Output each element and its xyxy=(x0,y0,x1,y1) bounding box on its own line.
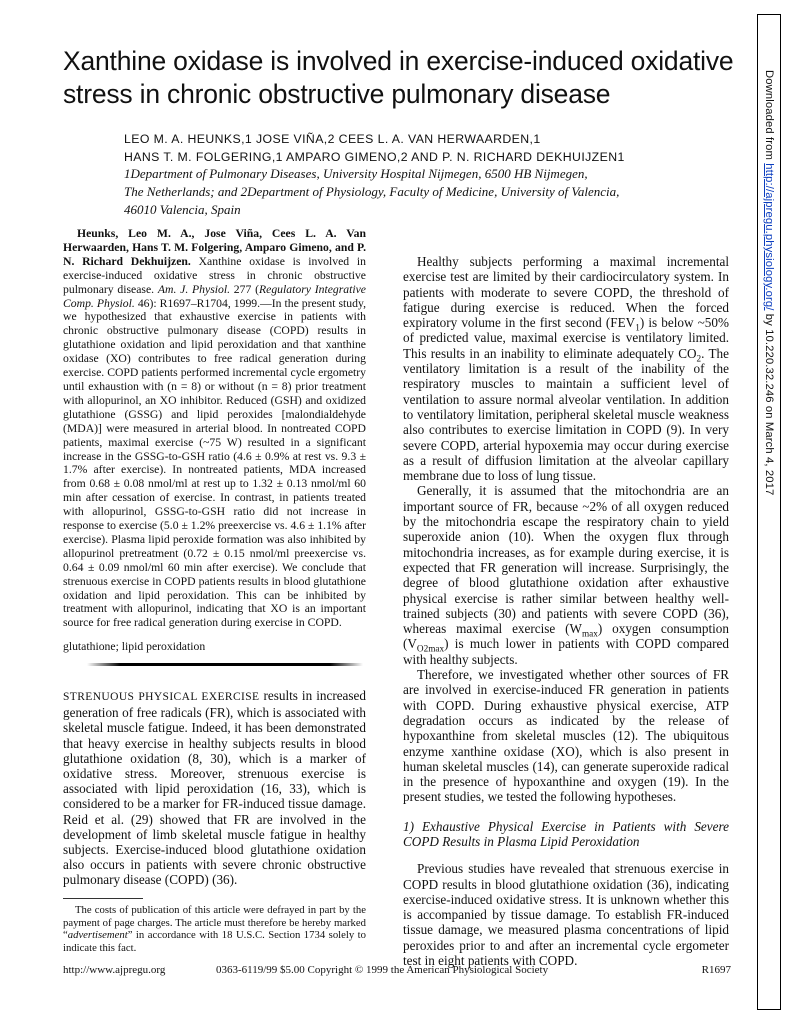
footnote-divider xyxy=(63,898,143,899)
p2-text-b: ) oxygen consumption (V xyxy=(403,621,729,652)
abstract-volume: 277 ( xyxy=(230,282,260,296)
right-paragraph-4: Previous studies have revealed that strenuous exercise in COPD results in blood glutathione oxidation (36), indicating exercise-induced oxidative stress. It is unknown whether this is accompanied by tissue damage. To establish FR-induced tissue damage, we measured plasma concentrations of lipid peroxides prior to and after an incremental cycle ergometer test in eight patients with COPD. xyxy=(403,861,729,969)
p1-text-c: . The ventilatory limitation is a result of the inability of the respiratory muscles to maintain a sufficient level of ventilation to assure normal alveolar ventilation. In addition to ventilatory limitation, peripheral skeletal muscle weakness also contributes to exercise limitation in COPD (9). In very severe COPD, arterial hypoxemia may occur during exercise as a result of diffusion limitation at the alveolar capillary membrane due to loss of lung tissue. xyxy=(403,345,729,484)
affiliation-line-1: 1Department of Pulmonary Diseases, University Hospital Nijmegen, 6500 HB Nijmegen, xyxy=(124,166,588,181)
footnote-emphasis: advertisement xyxy=(67,929,128,942)
footnote-text-a: The costs of publication of this article were defrayed in part by the payment of page charges. The article must therefore be hereby marked “ xyxy=(63,904,366,942)
abstract-body: In the present study, we hypothesized that exhaustive exercise in patients with chronic obstructive pulmonary disease (COPD) results in glutathione oxidation and lipid peroxidation and that xanthine oxidase (XO) contributes to free radical generation during exercise. COPD patients performed incremental cycle ergometry until exhaustion with (n = 8) or without (n = 8) prior treatment with allopurinol, an XO inhibitor. Reduced (GSH) and oxidized glutathione (GSSG) and lipid peroxides [malondialdehyde (MDA)] were measured in arterial blood. In nontreated COPD patients, maximal exercise (~75 W) resulted in a significant increase in the GSSG-to-GSH ratio (4.6 ± 0.9% at rest vs. 9.3 ± 1.7% after exercise). In nontreated patients, MDA increased from 0.68 ± 0.08 nmol/ml at rest up to 1.32 ± 0.13 nmol/ml 60 min after cessation of exercise. In contrast, in patients treated with allopurinol, GSSG-to-GSH ratio did not increase in response to exercise (5.0 ± 1.2% preexercise vs. 4.6 ± 1.1% after exercise). Plasma lipid peroxide formation was also inhibited by allopurinol pretreatment (0.72 ± 0.15 nmol/ml preexercise vs. 0.64 ± 0.09 nmol/ml 60 min after exercise). We conclude that strenuous exercise in COPD patients results in blood glutathione oxidation and lipid peroxidation. This can be inhibited by treatment with allopurinol, indicating that XO is an important source for free radical generation during exercise in COPD. xyxy=(63,296,366,630)
author-list xyxy=(124,130,744,166)
intro-lead: STRENUOUS PHYSICAL EXERCISE xyxy=(63,691,260,703)
introduction xyxy=(63,688,366,888)
right-paragraph-3: Therefore, we investigated whether other sources of FR are involved in exercise-induced FR generation in patients with COPD. During exhaustive physical exercise, ATP degradation occurs as indicated by the release of hypoxanthine from skeletal muscles (12). The ubiquitous enzyme xanthine oxidase (XO), which is also present in human skeletal muscles (14), can generate superoxide radical in the presence of hypoxanthine and oxygen (19). In the present studies, we tested the following hypotheses. xyxy=(403,667,729,805)
p2-text-a: Generally, it is assumed that the mitochondria are an important source of FR, because ~2% of all oxygen reduced by the mitochondria escape the respiratory chain to yield superoxide anion (10). When the oxygen flux through mitochondria increases, as for example during exercise, it is expected that FR generation will increase. Surprisingly, the degree of blood glutathione oxidation after exhaustive physical exercise is rather similar between healthy well-trained subjects (30) and patients with severe COPD (36), whereas maximal exercise (W xyxy=(403,483,729,637)
footnote xyxy=(63,904,366,954)
intro-paragraph xyxy=(63,688,366,888)
right-paragraph-2 xyxy=(403,483,729,667)
right-column xyxy=(403,254,729,968)
affiliation-line-3: 46010 Valencia, Spain xyxy=(124,202,241,217)
abstract-journal: Am. J. Physiol. xyxy=(157,282,231,296)
affiliation-line-2: The Netherlands; and 2Department of Physiology, Faculty of Medicine, University of Valencia, xyxy=(124,184,620,199)
right-paragraph-1 xyxy=(403,254,729,483)
abstract xyxy=(63,227,366,630)
p1-text-b: ) is below ~50% of predicted value, maximal exercise is ventilatory limited. This results in an inability to eliminate adequately CO xyxy=(403,315,729,361)
section-divider xyxy=(87,663,363,666)
author-line-1: LEO M. A. HEUNKS,1 JOSE VIÑA,2 CEES L. A. VAN HERWAARDEN,1 xyxy=(124,132,541,146)
abstract-pages: 46): R1697–R1704, 1999.— xyxy=(134,296,272,310)
affiliations xyxy=(124,165,744,219)
p1-subscript-1: 1 xyxy=(635,322,640,333)
subsection-heading: 1) Exhaustive Physical Exercise in Patients with Severe COPD Results in Plasma Lipid Peroxidation xyxy=(403,818,729,849)
intro-text: results in increased generation of free radicals (FR), which is associated with skeletal muscle fatigue. Indeed, it has been demonstrated that heavy exercise in healthy subjects results in blood glutathione oxidation (8, 30), which is a marker of oxidative stress. Moreover, strenuous exercise is associated with lipid peroxidation (16, 33), which is considered to be a marker for FR-induced tissue damage. Reid et al. (29) showed that FR are involved in the development of limb skeletal muscle fatigue in healthy subjects. Exercise-induced blood glutathione oxidation also occurs in patients with severe chronic obstructive pulmonary disease (COPD) (36). xyxy=(63,688,366,888)
p1-subscript-2: 2 xyxy=(696,353,702,364)
p2-subscript-2: O2max xyxy=(416,644,445,655)
keywords: glutathione; lipid peroxidation xyxy=(63,640,206,653)
author-line-2: HANS T. M. FOLGERING,1 AMPARO GIMENO,2 AND P. N. RICHARD DEKHUIJZEN1 xyxy=(124,150,625,164)
download-notice xyxy=(763,70,775,495)
p1-text-a: Healthy subjects performing a maximal incremental exercise test are limited by their cardiocirculatory system. In patients with moderate to severe COPD, the threshold of fatigue during exercise is reduced. When the forced expiratory volume in the first second (FEV xyxy=(403,254,729,331)
download-suffix: by 10.220.32.246 on March 4, 2017 xyxy=(763,310,775,496)
abstract-paragraph xyxy=(63,227,366,630)
abstract-subjournal: Regulatory Integrative Comp. Physiol. xyxy=(63,282,366,310)
page-footer xyxy=(63,962,731,978)
footnote-text-b: ” in accordance with 18 U.S.C. Section 1734 solely to indicate this fact. xyxy=(63,929,366,954)
p2-text-c: ) is much lower in patients with COPD compared with healthy subjects. xyxy=(403,636,729,667)
download-prefix: Downloaded from xyxy=(763,70,775,164)
footer-copyright: 0363-6119/99 $5.00 Copyright © 1999 the American Physiological Society xyxy=(216,964,549,976)
footer-page-number: R1697 xyxy=(701,964,731,976)
article-title: Xanthine oxidase is involved in exercise-induced oxidative stress in chronic obstructive pulmonary disease xyxy=(63,46,734,109)
download-link[interactable]: http://ajpregu.physiology.org/ xyxy=(763,163,775,311)
footer-url[interactable]: http://www.ajpregu.org xyxy=(63,964,166,976)
abstract-citation-title: Xanthine oxidase is involved in exercise-induced oxidative stress in chronic obstructive pulmonary disease. xyxy=(63,254,366,296)
abstract-citation-authors: Heunks, Leo M. A., Jose Viña, Cees L. A. Van Herwaarden, Hans T. M. Folgering, Amparo Gimeno, and P. N. Richard Dekhuijzen. xyxy=(63,227,366,268)
p2-subscript-1: max xyxy=(581,628,598,639)
